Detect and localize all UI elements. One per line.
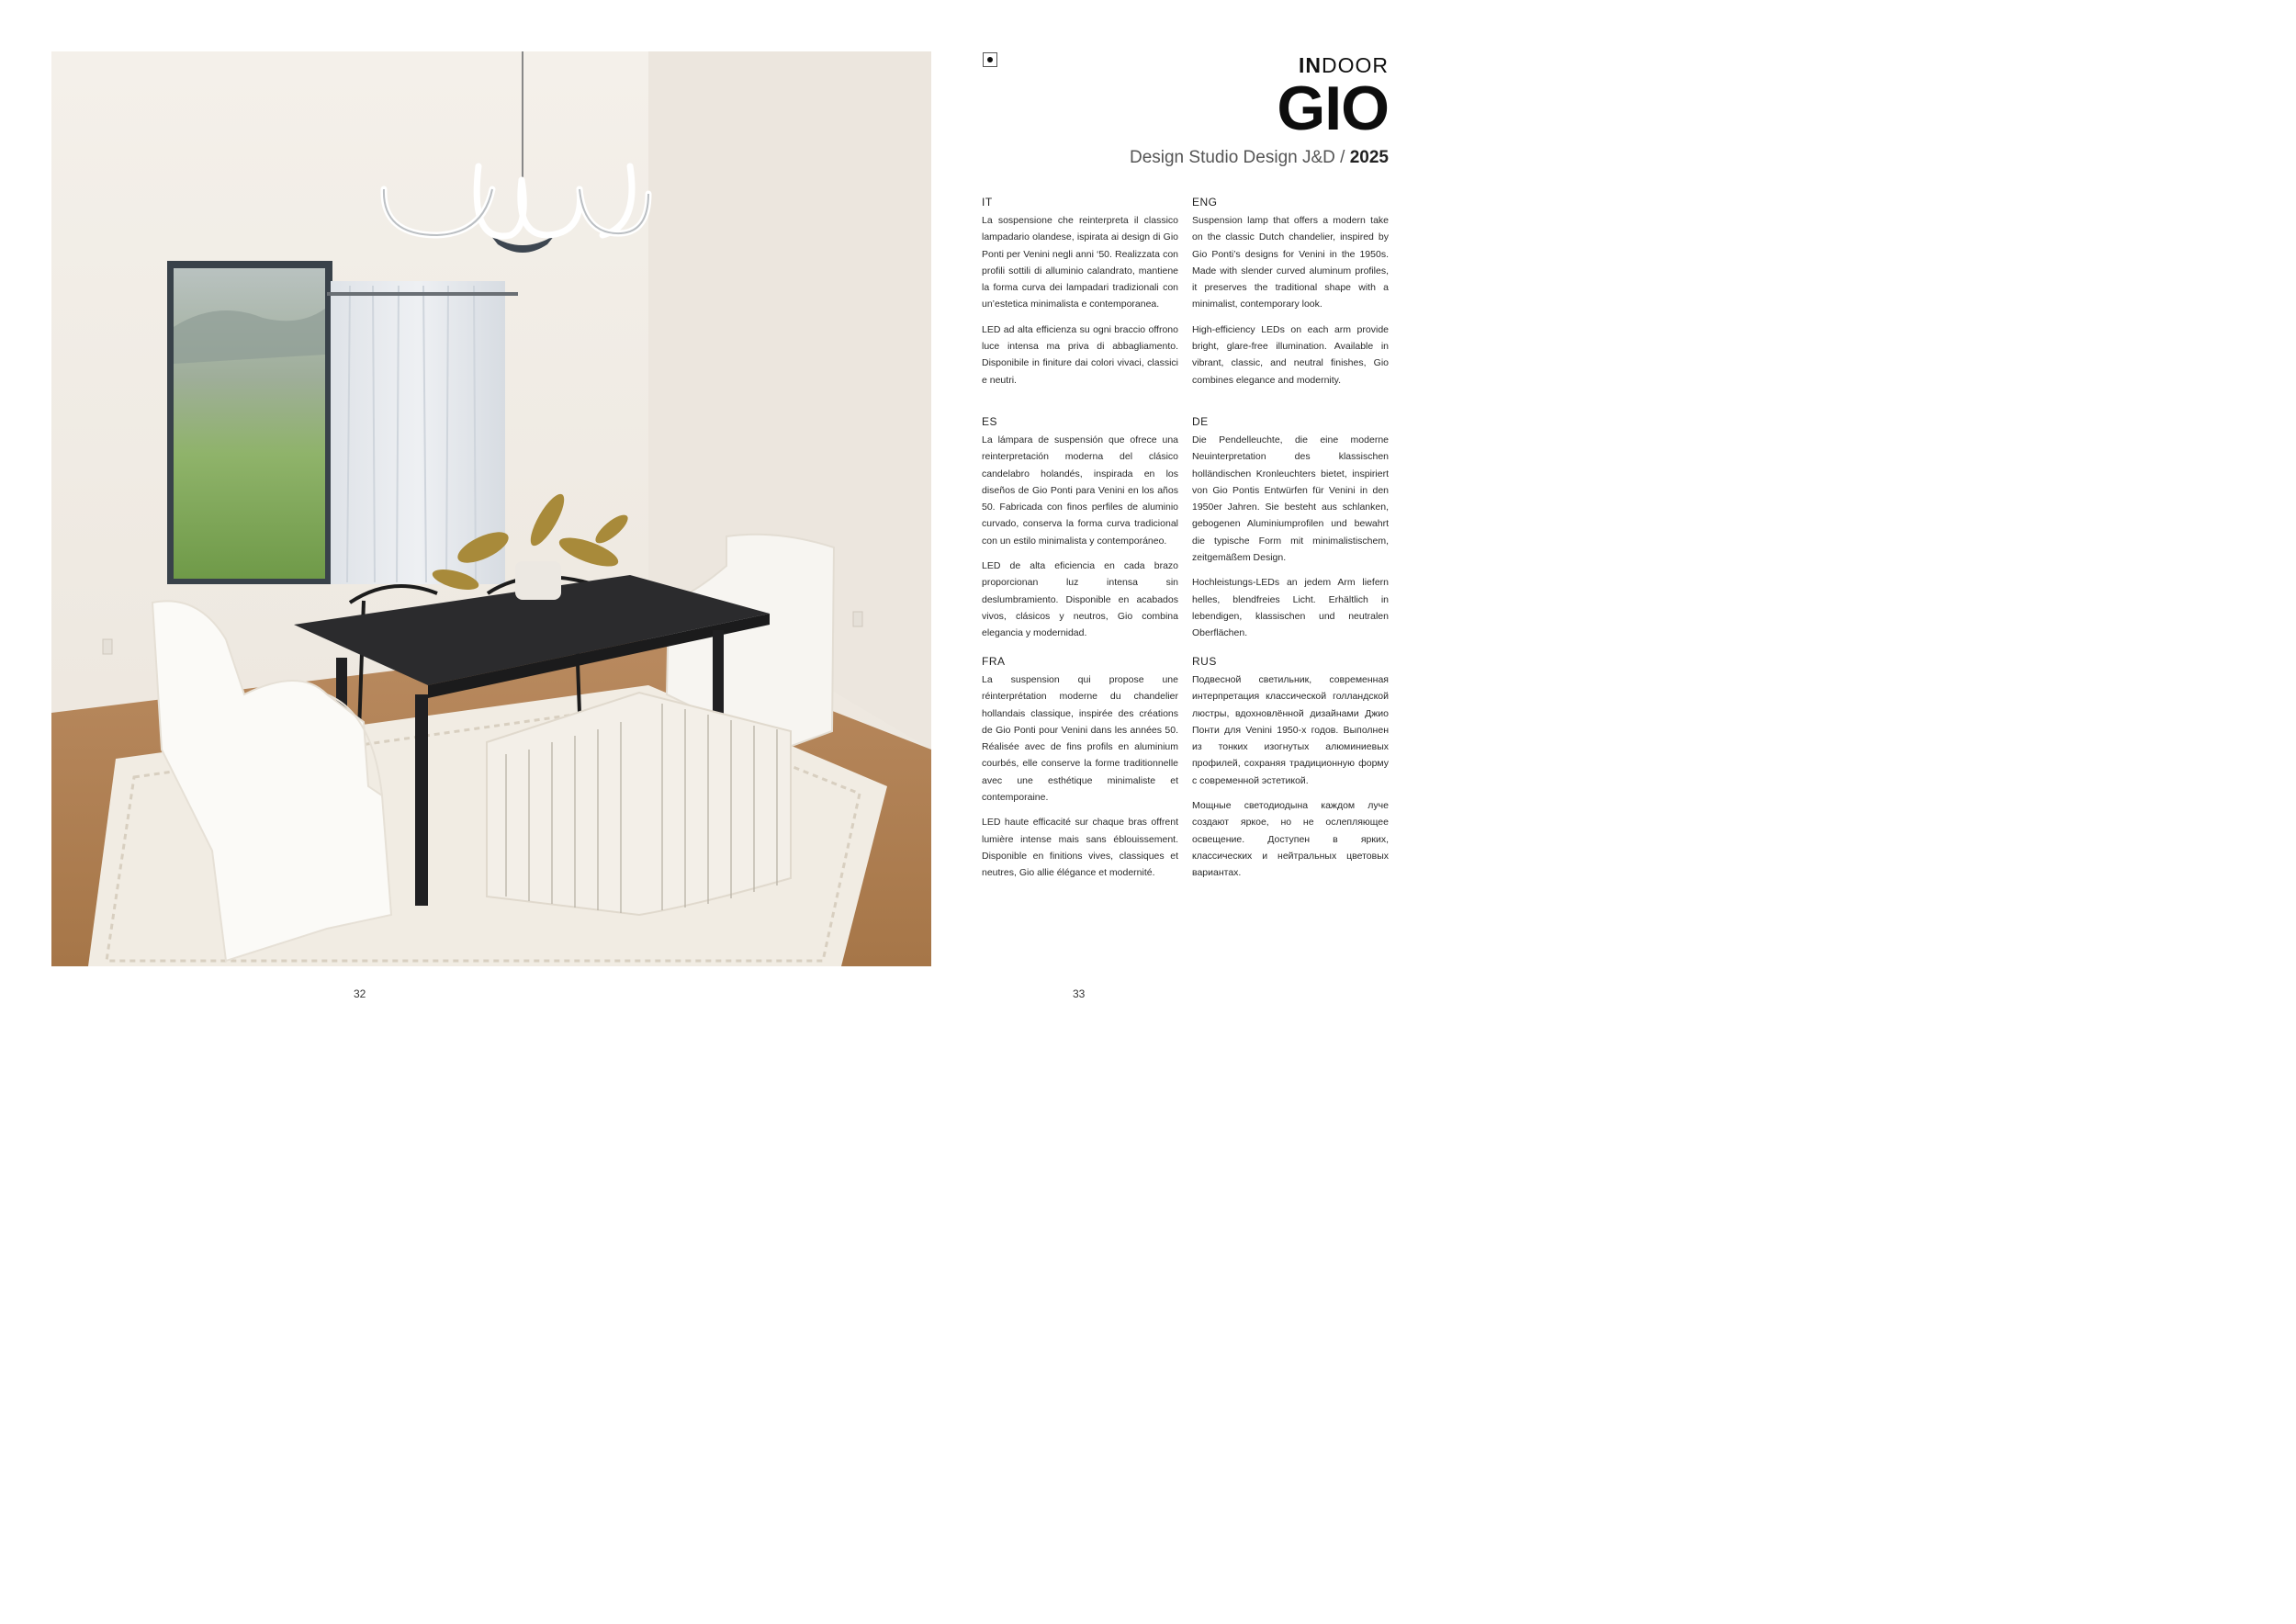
- photo-illustration: [51, 51, 931, 966]
- eng-paragraph-2: High-efficiency LEDs on each arm provide bright, glare-free illumination. Available in vibrant, classic, and neutral finishes, Gio combines elegance and modernity.: [1192, 323, 1389, 386]
- dining-room-photo: [51, 51, 931, 966]
- fra-paragraph-1: La suspension qui propose une réinterprétation moderne du chandelier hollandais classique, inspirée des créations de Gio Ponti pour Venini dans les années 50. Réalisée avec de fins profils en aluminium courbés, elle conserve la forme traditionnelle avec une esthétique minimaliste et contemporaine.: [982, 674, 1178, 804]
- section-de: [1192, 415, 1389, 650]
- category-bold: IN: [1299, 53, 1322, 77]
- rus-paragraph-2: Мощные светодиодына каждом луче создают яркое, но не ослепляющее освещение. Доступен в ярких, классических и нейтральных цветовых вариантах.: [1192, 800, 1389, 879]
- fra-paragraph-2: LED haute efficacité sur chaque bras offrent lumière intense mais sans éblouissement. Disponible en finitions vives, classiques et neutres, Gio allie élégance et modernité.: [982, 817, 1178, 879]
- product-title: GIO: [1277, 73, 1389, 143]
- de-paragraph-2: Hochleistungs-LEDs an jedem Arm liefern helles, blendfreies Licht. Erhältlich in lebendigen, klassischen und neutralen Oberflächen.: [1192, 577, 1389, 639]
- lang-label-it: IT: [982, 196, 993, 209]
- category-rest: DOOR: [1322, 53, 1389, 77]
- product-header: [1130, 53, 1389, 169]
- lang-label-fra: FRA: [982, 655, 1006, 668]
- design-year: 2025: [1349, 148, 1389, 167]
- lang-label-de: DE: [1192, 415, 1209, 428]
- page-number-right: 33: [1073, 987, 1086, 1000]
- section-es: [982, 415, 1178, 650]
- lang-label-eng: ENG: [1192, 196, 1218, 209]
- dot-box-icon: [983, 52, 997, 67]
- lang-label-rus: RUS: [1192, 655, 1217, 668]
- section-eng: [1192, 196, 1389, 397]
- designer-line: [1130, 147, 1389, 169]
- es-paragraph-2: LED de alta eficiencia en cada brazo proporcionan luz intensa sin deslumbramiento. Disponible en acabados vivos, clásicos y neutros, Gio combina elegancia y modernidad.: [982, 560, 1178, 639]
- section-fra: [982, 655, 1178, 890]
- rus-paragraph-1: Подвесной светильник, современная интерпретация классической голландской люстры, вдохновлённой дизайнами Джио Понти для Venini 1950-х годов. Выполнен из тонких изогнутых алюминиевых профилей, сохраняя традиционную форму с современной эстетикой.: [1192, 674, 1389, 786]
- page-number-left: 32: [354, 987, 366, 1000]
- lang-label-es: ES: [982, 415, 998, 428]
- de-paragraph-1: Die Pendelleuchte, die eine moderne Neuinterpretation des klassischen holländischen Kronleuchters bietet, inspiriert von Gio Pontis Entwürfen für Venini in den 1950er Jahren. Sie besteht aus schlanken, gebogenen Aluminiumprofilen und bewahrt die typische Form mit minimalistischem, zeitgemäßem Design.: [1192, 434, 1389, 564]
- designer-name: Design Studio Design J&D /: [1129, 148, 1350, 167]
- it-paragraph-2: LED ad alta efficienza su ogni braccio offrono luce intensa ma priva di abbagliamento. Disponibile in finiture dai colori vivaci, classici e neutri.: [982, 323, 1178, 386]
- es-paragraph-1: La lámpara de suspensión que ofrece una reinterpretación moderna del clásico candelabro holandés, inspirada en los diseños de Gio Ponti para Venini en los años 50. Fabricada con finos perfiles de aluminio curvado, conserva la forma curva tradicional con un estilo minimalista y contemporáneo.: [982, 434, 1178, 547]
- it-paragraph-1: La sospensione che reinterpreta il classico lampadario olandese, ispirata ai design di Gio Ponti per Venini negli anni ‘50. Realizzata con profili sottili di alluminio calandrato, mantiene la forma curva dei lampadari tradizionali con un’estetica minimalista e contemporanea.: [982, 215, 1178, 310]
- section-rus: [1192, 655, 1389, 890]
- section-it: [982, 196, 1178, 397]
- eng-paragraph-1: Suspension lamp that offers a modern take on the classic Dutch chandelier, inspired by Gio Ponti’s designs for Venini in the 1950s. Made with slender curved aluminum profiles, it preserves the traditional shape with a minimalist, contemporary look.: [1192, 215, 1389, 310]
